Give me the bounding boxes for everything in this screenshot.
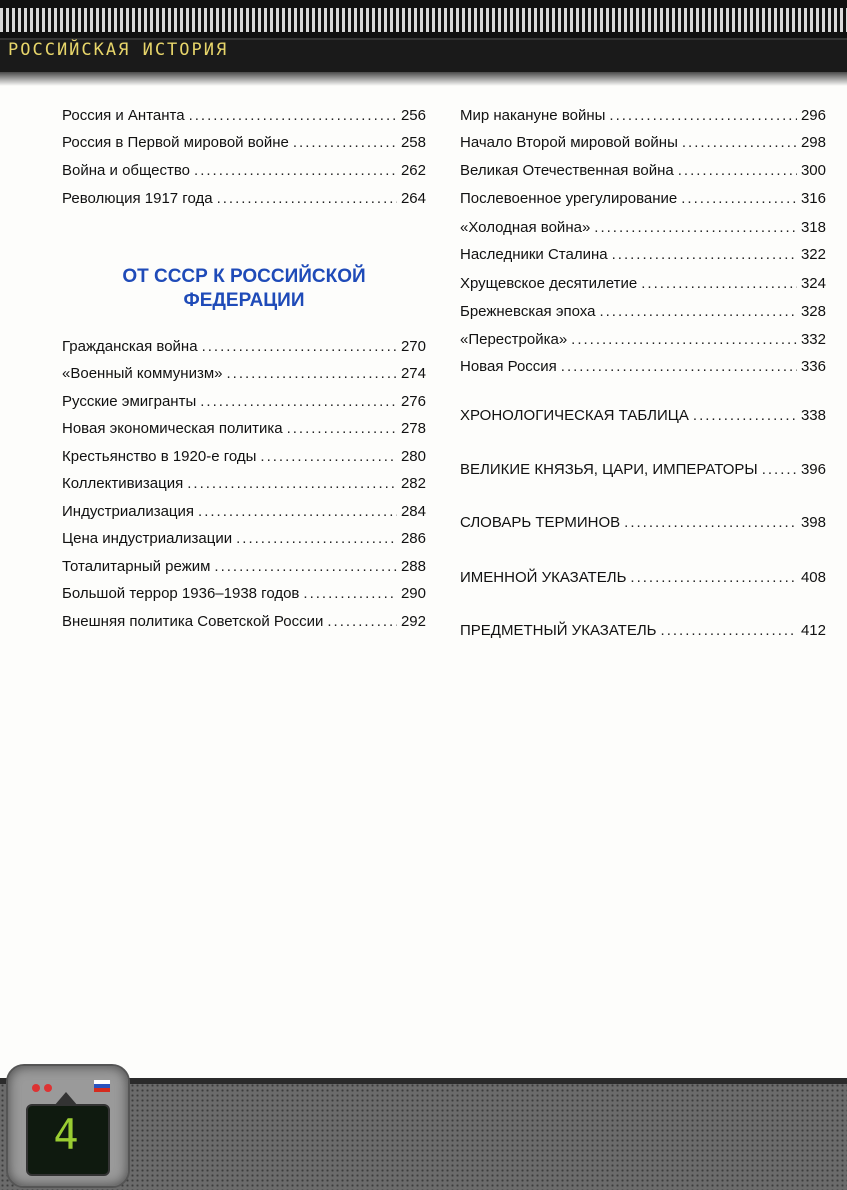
toc-appendix-entry[interactable] xyxy=(460,512,826,534)
toc-entry[interactable] xyxy=(460,188,826,210)
toc-entry[interactable] xyxy=(460,329,826,351)
toc-appendix-entry[interactable] xyxy=(460,459,826,481)
toc-leader xyxy=(189,105,397,127)
toc-entry-page: 396 xyxy=(800,461,826,478)
toc-leader xyxy=(599,301,797,323)
toc-entry-title: Внешняя политика Советской России xyxy=(62,613,324,630)
toc-entry-title: Крестьянство в 1920-е годы xyxy=(62,448,257,465)
toc-entry[interactable] xyxy=(62,583,426,605)
toc-leader xyxy=(200,391,397,413)
toc-leader xyxy=(682,132,797,154)
toc-entry-page: 300 xyxy=(800,162,826,179)
toc-entry[interactable] xyxy=(62,473,426,495)
toc-entry-page: 296 xyxy=(800,107,826,124)
toc-entry-page: 324 xyxy=(800,275,826,292)
toc-leader xyxy=(762,459,797,481)
toc-entry[interactable] xyxy=(62,132,426,154)
toc-leader xyxy=(293,132,397,154)
toc-entry[interactable] xyxy=(62,446,426,468)
toc-leader xyxy=(187,473,397,495)
toc-leader xyxy=(303,583,397,605)
toc-entry-page: 284 xyxy=(400,503,426,520)
toc-leader xyxy=(561,356,797,378)
toc-entry[interactable] xyxy=(460,217,826,239)
toc-leader xyxy=(202,336,397,358)
toc-entry-page: 264 xyxy=(400,190,426,207)
toc-entry-page: 292 xyxy=(400,613,426,630)
toc-entry-title: Наследники Сталина xyxy=(460,246,608,263)
led-icon xyxy=(32,1084,40,1092)
toc-entry[interactable] xyxy=(460,105,826,127)
toc-entry-title: Россия и Антанта xyxy=(62,107,185,124)
toc-entry-page: 336 xyxy=(800,358,826,375)
header-stripes xyxy=(0,8,847,32)
toc-entry-page: 298 xyxy=(800,134,826,151)
toc-leader xyxy=(236,528,397,550)
toc-entry-page: 270 xyxy=(400,338,426,355)
toc-entry-title: Русские эмигранты xyxy=(62,393,197,410)
toc-appendix-entry[interactable] xyxy=(460,405,826,427)
page-header xyxy=(0,0,847,86)
toc-entry-title: ИМЕННОЙ УКАЗАТЕЛЬ xyxy=(460,569,627,586)
toc-entry-page: 258 xyxy=(400,134,426,151)
toc-entry[interactable] xyxy=(62,391,426,413)
toc-leader xyxy=(641,273,797,295)
toc-entry-title: «Военный коммунизм» xyxy=(62,365,223,382)
toc-entry[interactable] xyxy=(460,132,826,154)
toc-leader xyxy=(327,611,397,633)
toc-entry-page: 408 xyxy=(800,569,826,586)
toc-entry-page: 288 xyxy=(400,558,426,575)
toc-entry[interactable] xyxy=(62,188,426,210)
toc-entry-title: «Холодная война» xyxy=(460,219,591,236)
toc-leader xyxy=(217,188,397,210)
page-title: РОССИЙСКАЯ ИСТОРИЯ xyxy=(8,40,229,60)
toc-leader xyxy=(227,363,397,385)
toc-entry-title: Россия в Первой мировой войне xyxy=(62,134,289,151)
toc-entry-page: 322 xyxy=(800,246,826,263)
toc-leader xyxy=(678,160,797,182)
toc-entry-title: Индустриализация xyxy=(62,503,195,520)
toc-entry-title: Большой террор 1936–1938 годов xyxy=(62,585,300,602)
toc-entry-title: Война и общество xyxy=(62,162,191,179)
toc-entry-title: ВЕЛИКИЕ КНЯЗЬЯ, ЦАРИ, ИМПЕРАТОРЫ xyxy=(460,461,758,478)
toc-entry-title: Начало Второй мировой войны xyxy=(460,134,678,151)
toc-entry-title: Революция 1917 года xyxy=(62,190,213,207)
toc-entry[interactable] xyxy=(62,556,426,578)
toc-leader xyxy=(594,217,797,239)
toc-leader xyxy=(571,329,797,351)
toc-entry[interactable] xyxy=(460,301,826,323)
toc-entry-page: 280 xyxy=(400,448,426,465)
toc-entry[interactable] xyxy=(62,611,426,633)
toc-leader xyxy=(630,567,797,589)
toc-leader xyxy=(612,244,797,266)
toc-leader xyxy=(287,418,397,440)
toc-entry[interactable] xyxy=(62,160,426,182)
toc-entry-title: Великая Отечественная война xyxy=(460,162,674,179)
toc-entry-title: Цена индустриализации xyxy=(62,530,233,547)
toc-entry-title: Гражданская война xyxy=(62,338,198,355)
toc-entry-title: Брежневская эпоха xyxy=(460,303,596,320)
toc-entry-page: 316 xyxy=(800,190,826,207)
toc-entry-title: Тоталитарный режим xyxy=(62,558,211,575)
toc-entry-title: «Перестройка» xyxy=(460,331,568,348)
page-number: 4 xyxy=(53,1110,79,1159)
toc-entry-title: Коллективизация xyxy=(62,475,184,492)
toc-entry-page: 412 xyxy=(800,622,826,639)
toc-entry[interactable] xyxy=(62,363,426,385)
toc-entry-title: ПРЕДМЕТНЫЙ УКАЗАТЕЛЬ xyxy=(460,622,657,639)
toc-entry[interactable] xyxy=(460,273,826,295)
toc-entry[interactable] xyxy=(62,501,426,523)
header-shadow xyxy=(0,72,847,86)
toc-appendix-entry[interactable] xyxy=(460,620,826,642)
toc-entry-page: 332 xyxy=(800,331,826,348)
toc-leader xyxy=(693,405,797,427)
toc-appendix-entry[interactable] xyxy=(460,567,826,589)
toc-entry-title: ХРОНОЛОГИЧЕСКАЯ ТАБЛИЦА xyxy=(460,407,689,424)
toc-entry[interactable] xyxy=(62,336,426,358)
led-icon xyxy=(44,1084,52,1092)
section-heading-line2: ФЕДЕРАЦИИ xyxy=(183,290,305,311)
toc-entry-title: Мир накануне войны xyxy=(460,107,606,124)
toc-entry-title: Новая экономическая политика xyxy=(62,420,283,437)
toc-entry[interactable] xyxy=(62,418,426,440)
toc-entry-page: 286 xyxy=(400,530,426,547)
toc-entry-page: 398 xyxy=(800,514,826,531)
section-heading-line1: ОТ СССР К РОССИЙСКОЙ xyxy=(122,266,366,287)
toc-entry-page: 278 xyxy=(400,420,426,437)
toc-entry-page: 338 xyxy=(800,407,826,424)
toc-entry-page: 282 xyxy=(400,475,426,492)
toc-leader xyxy=(194,160,397,182)
toc-entry-page: 256 xyxy=(400,107,426,124)
russian-flag-icon xyxy=(94,1080,110,1092)
toc-leader xyxy=(214,556,397,578)
toc-entry-page: 276 xyxy=(400,393,426,410)
toc-entry-page: 274 xyxy=(400,365,426,382)
toc-entry[interactable] xyxy=(62,105,426,127)
toc-entry-title: Новая Россия xyxy=(460,358,557,375)
toc-entry-page: 328 xyxy=(800,303,826,320)
toc-leader xyxy=(198,501,397,523)
toc-entry-title: СЛОВАРЬ ТЕРМИНОВ xyxy=(460,514,621,531)
toc-entry-page: 262 xyxy=(400,162,426,179)
toc-leader xyxy=(609,105,797,127)
toc-entry[interactable] xyxy=(62,528,426,550)
toc-leader xyxy=(661,620,797,642)
toc-entry-title: Хрущевское десятилетие xyxy=(460,275,638,292)
toc-entry-title: Послевоенное урегулирование xyxy=(460,190,678,207)
toc-entry[interactable] xyxy=(460,356,826,378)
toc-entry-page: 290 xyxy=(400,585,426,602)
toc-leader xyxy=(681,188,797,210)
toc-leader xyxy=(624,512,797,534)
toc-entry-page: 318 xyxy=(800,219,826,236)
toc-leader xyxy=(260,446,397,468)
page-number-device xyxy=(6,1064,130,1188)
toc-entry[interactable] xyxy=(460,160,826,182)
toc-entry[interactable] xyxy=(460,244,826,266)
